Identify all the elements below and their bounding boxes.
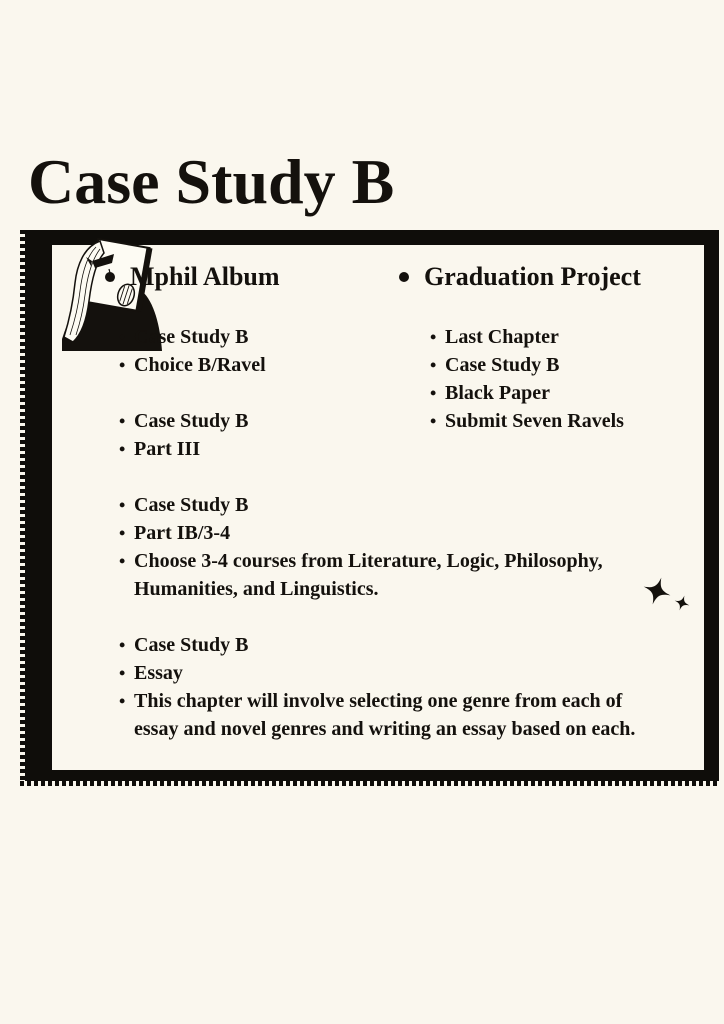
list-item: • Essay [118, 659, 645, 687]
perforation-bottom-edge [20, 781, 719, 786]
bullet-group [118, 631, 645, 743]
bullet-group [429, 323, 719, 435]
list-item: • This chapter will involve selecting one genre from each of essay and novel genres and writing an essay based on each. [118, 687, 645, 743]
list-item: • Case Study B [118, 323, 645, 351]
list-item: • Case Study B [118, 631, 645, 659]
list-item: • Case Study B [429, 351, 719, 379]
list-item: • Last Chapter [429, 323, 719, 351]
list-item: • Case Study B [118, 407, 645, 435]
list-item: • Choose 3-4 courses from Literature, Logic, Philosophy, Humanities, and Linguistics. [118, 547, 645, 603]
page-title: Case Study B [28, 146, 395, 217]
column-heading-row [399, 262, 719, 292]
heading-bullet-icon [399, 272, 409, 282]
list-item: • Part IB/3-4 [118, 519, 645, 547]
list-item: • Submit Seven Ravels [429, 407, 719, 435]
column-heading: Mphil Album [130, 262, 280, 291]
sparkles-icon [633, 569, 697, 619]
list-item: • Black Paper [429, 379, 719, 407]
list-item: • Choice B/Ravel [118, 351, 645, 379]
list-item: • Part III [118, 435, 645, 463]
content-card [25, 230, 719, 781]
column-heading: Graduation Project [424, 262, 641, 291]
list-item: • Case Study B [118, 491, 645, 519]
column-groups [429, 323, 719, 435]
perforation-left-edge [20, 230, 25, 781]
bullet-group [118, 491, 645, 603]
column-graduation-project [399, 262, 719, 463]
heading-bullet-icon [105, 272, 115, 282]
